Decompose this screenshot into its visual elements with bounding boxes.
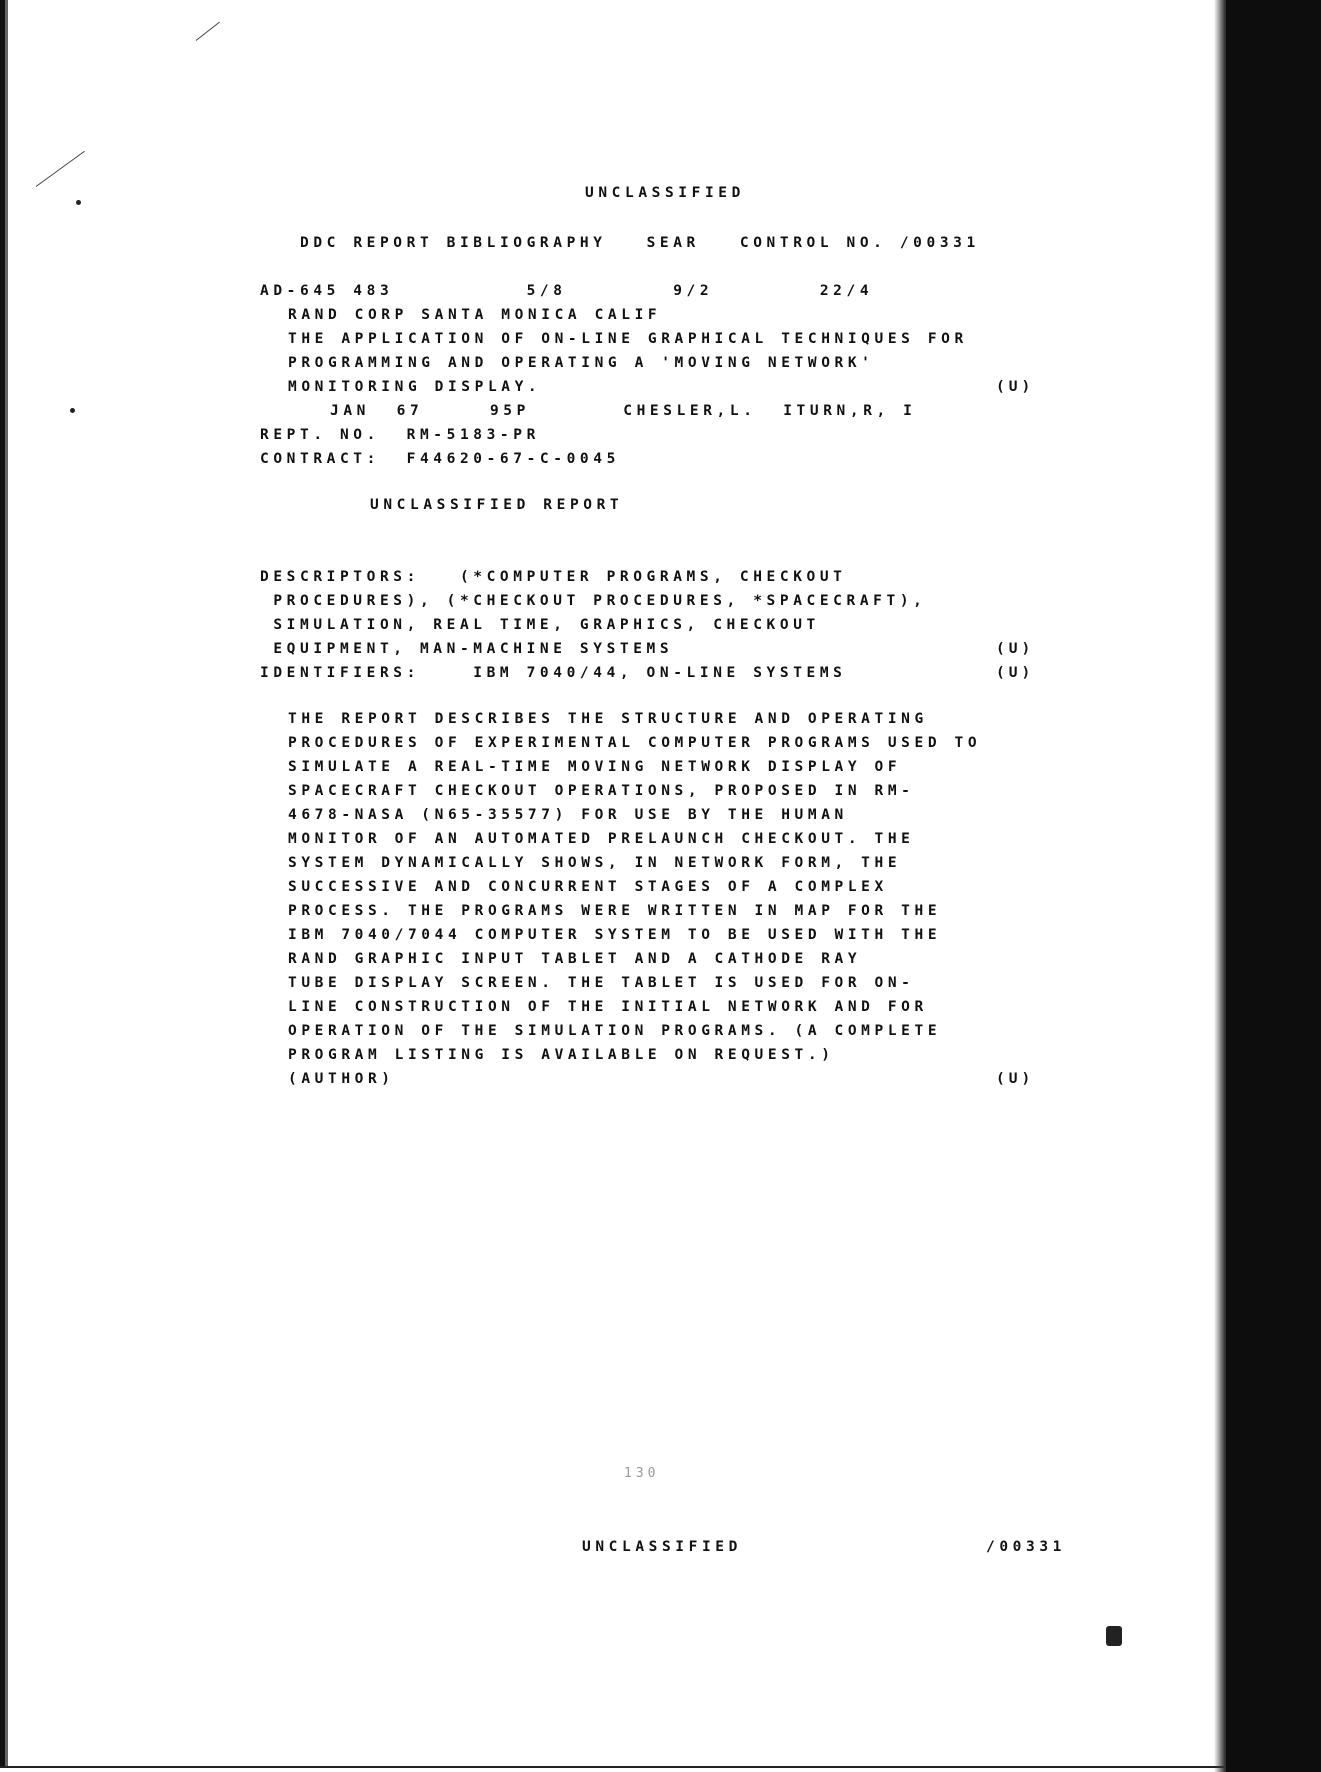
footer-classification: UNCLASSIFIED (582, 1539, 742, 1555)
scan-scratch (196, 22, 220, 41)
report-title-line-2: PROGRAMMING AND OPERATING A 'MOVING NETWORK' (288, 355, 875, 371)
footer-control-number: /00331 (986, 1539, 1066, 1555)
descriptors-line-1: DESCRIPTORS: (*COMPUTER PROGRAMS, CHECKOUT (260, 569, 847, 585)
report-title-line-1: THE APPLICATION OF ON-LINE GRAPHICAL TECHNIQUES FOR (288, 331, 968, 347)
scan-speck (76, 200, 81, 205)
title-classification-mark: (U) (996, 379, 1035, 395)
abstract-line: SIMULATE A REAL-TIME MOVING NETWORK DISPLAY OF (288, 759, 902, 775)
date-author-line: JAN 67 95P CHESLER,L. ITURN,R, I (330, 403, 917, 419)
page-number: 130 (624, 1466, 660, 1481)
descriptors-classification-mark: (U) (996, 641, 1035, 657)
organization: RAND CORP SANTA MONICA CALIF (288, 307, 662, 323)
identifiers-line: IDENTIFIERS: IBM 7040/44, ON-LINE SYSTEMS (260, 665, 847, 681)
abstract-line: OPERATION OF THE SIMULATION PROGRAMS. (A COMPLETE (288, 1023, 942, 1039)
abstract-line: TUBE DISPLAY SCREEN. THE TABLET IS USED FOR ON- (288, 975, 915, 991)
bibliography-title: DDC REPORT BIBLIOGRAPHY SEAR CONTROL NO. /00331 (300, 235, 980, 251)
abstract-author: (AUTHOR) (288, 1071, 395, 1087)
abstract-line: PROCESS. THE PROGRAMS WERE WRITTEN IN MAP FOR THE (288, 903, 942, 919)
ad-number-line: AD-645 483 5/8 9/2 22/4 (260, 283, 874, 299)
scan-speck (1106, 1626, 1122, 1646)
abstract-line: THE REPORT DESCRIBES THE STRUCTURE AND OPERATING (288, 711, 928, 727)
abstract-line: SPACECRAFT CHECKOUT OPERATIONS, PROPOSED IN RM- (288, 783, 915, 799)
abstract-line: LINE CONSTRUCTION OF THE INITIAL NETWORK AND FOR (288, 999, 928, 1015)
abstract-classification-mark: (U) (996, 1071, 1035, 1087)
abstract-line: SYSTEM DYNAMICALLY SHOWS, IN NETWORK FORM, THE (288, 855, 902, 871)
abstract-line: PROCEDURES OF EXPERIMENTAL COMPUTER PROGRAMS USED TO (288, 735, 982, 751)
abstract-line: RAND GRAPHIC INPUT TABLET AND A CATHODE RAY (288, 951, 862, 967)
scan-scratch (36, 151, 85, 187)
descriptors-line-2: PROCEDURES), (*CHECKOUT PROCEDURES, *SPACECRAFT), (260, 593, 927, 609)
report-classification: UNCLASSIFIED REPORT (370, 497, 624, 513)
scan-speck (70, 408, 75, 413)
report-number: REPT. NO. RM-5183-PR (260, 427, 540, 443)
scan-left-edge (0, 0, 12, 1772)
abstract-line: SUCCESSIVE AND CONCURRENT STAGES OF A COMPLEX (288, 879, 888, 895)
abstract-line: 4678-NASA (N65-35577) FOR USE BY THE HUMAN (288, 807, 848, 823)
header-classification: UNCLASSIFIED (585, 185, 745, 201)
abstract-line: MONITOR OF AN AUTOMATED PRELAUNCH CHECKOUT. THE (288, 831, 915, 847)
report-title-line-3: MONITORING DISPLAY. (288, 379, 542, 395)
abstract-line: IBM 7040/7044 COMPUTER SYSTEM TO BE USED WITH THE (288, 927, 942, 943)
contract-number: CONTRACT: F44620-67-C-0045 (260, 451, 620, 467)
scan-bottom-edge (0, 1762, 1321, 1772)
descriptors-line-4: EQUIPMENT, MAN-MACHINE SYSTEMS (260, 641, 674, 657)
binding-strip (1226, 0, 1321, 1772)
identifiers-classification-mark: (U) (996, 665, 1035, 681)
descriptors-line-3: SIMULATION, REAL TIME, GRAPHICS, CHECKOUT (260, 617, 820, 633)
abstract-line: PROGRAM LISTING IS AVAILABLE ON REQUEST.) (288, 1047, 835, 1063)
